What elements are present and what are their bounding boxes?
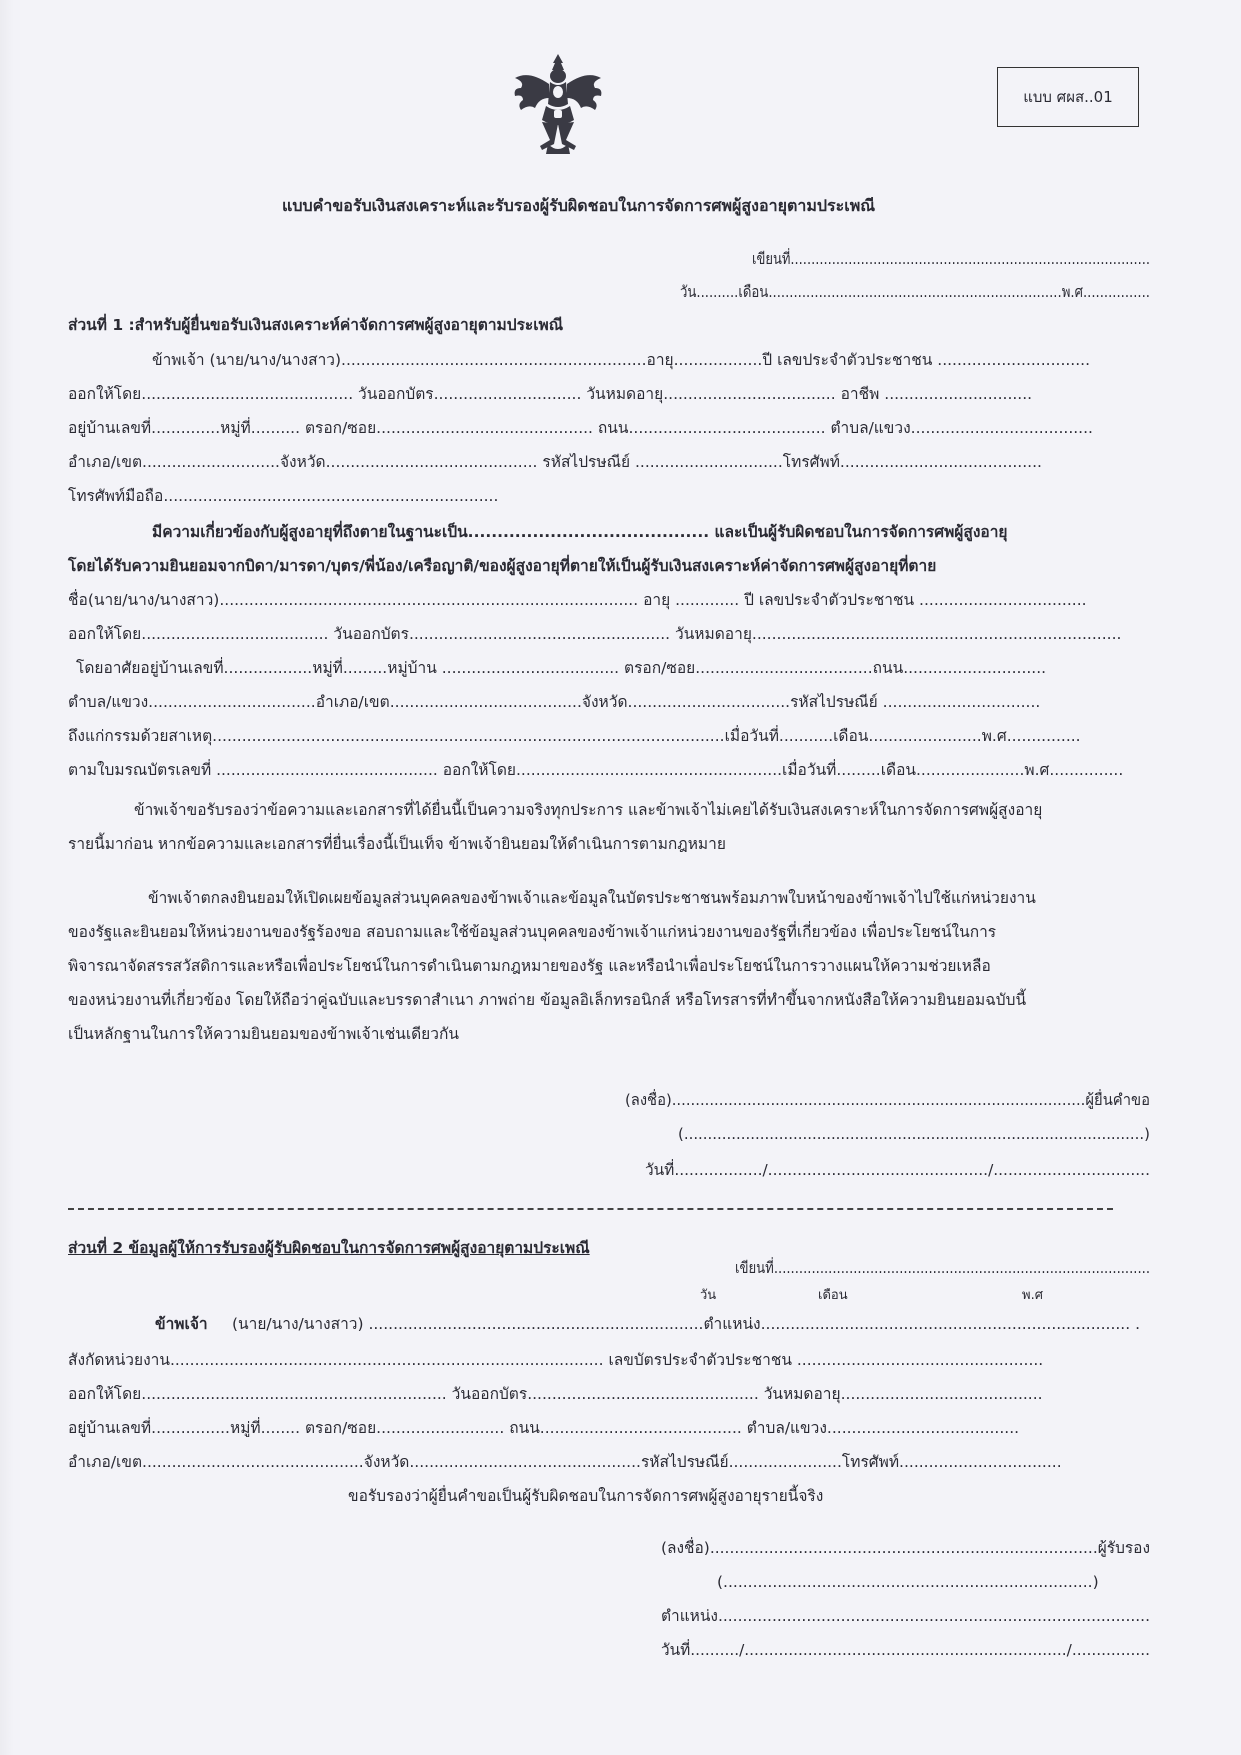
applicant-id-issue-field[interactable]: ออกให้โดย........................................... วันออกบัตร.............................. วันหมดอายุ................................... อาชีพ .............................. — [68, 385, 1033, 403]
applicant-mobile-field[interactable]: โทรศัพท์มือถือ.................................................................... — [68, 487, 499, 505]
certifier-agency-field[interactable]: สังกัดหน่วยงาน........................................................................................ เลขบัตรประจำตัวประชาชน .................................................. — [68, 1351, 1044, 1369]
part2-date-label-month: เดือน — [818, 1288, 848, 1303]
cause-of-death-field[interactable]: ถึงแก่กรรมด้วยสาเหตุ........................................................................................................เมื่อวันที่...........เดือน.......................พ.ศ............... — [68, 727, 1081, 745]
relation-line-1[interactable]: มีความเกี่ยวข้องกับผู้สูงอายุที่ถึงตายในฐานะเป็น......................................... และเป็นผู้รับผิดชอบในการจัดการศพผู้สูงอายุ — [152, 523, 1008, 541]
applicant-name-field[interactable]: ข้าพเจ้า (นาย/นาง/นางสาว)..............................................................อายุ..................ปี เลขประจำตัวประชาชน ............................... — [152, 351, 1090, 369]
certifier-position-field[interactable]: ตำแหน่ง........................................................................................ — [661, 1607, 1151, 1625]
form-code-box — [997, 67, 1139, 127]
section-divider — [68, 1208, 1113, 1210]
consent-line-4: ของหน่วยงานที่เกี่ยวข้อง โดยให้ถือว่าคู่ฉบับและบรรดาสำเนา ภาพถ่าย ข้อมูลอิเล็กทรอนิกส์ หรือโทรสารที่ทำขึ้นจากหนังสือให้ความยินยอมฉบับนี้ — [68, 991, 1027, 1009]
applicant-address-field[interactable]: อยู่บ้านเลขที่..............หมู่ที่.......... ตรอก/ซอย............................................ ถนน........................................ ตำบล/แขวง..................................... — [68, 419, 1093, 437]
form-code: แบบ ศผส..01 — [1023, 88, 1113, 106]
part2-date-label-day: วัน — [700, 1288, 717, 1303]
certifier-printed-name-field[interactable]: (...........................................................................) — [717, 1573, 1099, 1591]
deceased-district-field[interactable]: ตำบล/แขวง..................................อำเภอ/เขต.......................................จังหวัด.................................รหัสไปรษณีย์ ................................ — [68, 693, 1041, 711]
part2-self-label: ข้าพเจ้า — [155, 1315, 208, 1333]
written-at-field[interactable]: เขียนที่....................................................................................... — [752, 250, 1151, 268]
applicant-sign-date-field[interactable]: วันที่................../............................................./................................ — [645, 1161, 1150, 1179]
applicant-district-field[interactable]: อำเภอ/เขต............................จังหวัด........................................... รหัสไปรษณีย์ ..............................โทรศัพท์......................................... — [68, 453, 1042, 471]
applicant-signature-field[interactable]: (ลงชื่อ)........................................................................................ผู้ยื่นคำขอ — [625, 1091, 1150, 1109]
certifier-name-field[interactable]: (นาย/นาง/นางสาว) ....................................................................ตำแหน่ง........................................................................... . — [232, 1315, 1141, 1333]
consent-line-2: ของรัฐและยินยอมให้หน่วยงานของรัฐร้องขอ สอบถามและใช้ข้อมูลส่วนบุคคลของข้าพเจ้าแก่หน่วยงานของรัฐที่เกี่ยวข้อง เพื่อประโยชน์ในการ — [68, 923, 997, 941]
death-certificate-field[interactable]: ตามใบมรณบัตรเลขที่ ............................................. ออกให้โดย......................................................เมื่อวันที่.........เดือน......................พ.ศ............... — [68, 761, 1124, 779]
certifier-district-field[interactable]: อำเภอ/เขต.............................................จังหวัด...............................................รหัสไปรษณีย์.......................โทรศัพท์................................. — [68, 1453, 1062, 1471]
deceased-id-issue-field[interactable]: ออกให้โดย...................................... วันออกบัตร..................................................... วันหมดอายุ........................................................................... — [68, 625, 1122, 643]
deceased-address-field[interactable]: โดยอาศัยอยู่บ้านเลขที่..................หมู่ที่.........หมู่บ้าน .................................... ตรอก/ซอย....................................ถนน............................. — [76, 659, 1047, 677]
deceased-name-field[interactable]: ชื่อ(นาย/นาง/นางสาว)..................................................................................... อายุ ............. ปี เลขประจำตัวประชาชน .................................. — [68, 591, 1087, 609]
consent-line-5: เป็นหลักฐานในการให้ความยินยอมของข้าพเจ้าเช่นเดียวกัน — [68, 1025, 459, 1043]
relation-line-2: โดยได้รับความยินยอมจากบิดา/มารดา/บุตร/พี่น้อง/เครือญาติ/ของผู้สูงอายุที่ตายให้เป็นผู้รับเงินสงเคราะห์ค่าจัดการศพผู้สูงอายุที่ตาย — [68, 557, 937, 575]
part2-date-label-year: พ.ศ — [1022, 1288, 1043, 1303]
part1-heading: ส่วนที่ 1 :สำหรับผู้ยื่นขอรับเงินสงเคราะห์ค่าจัดการศพผู้สูงอายุตามประเพณี — [68, 316, 564, 334]
certification-line-1: ข้าพเจ้าขอรับรองว่าข้อความและเอกสารที่ได้ยื่นนี้เป็นความจริงทุกประการ และข้าพเจ้าไม่เคยได้รับเงินสงเคราะห์ในการจัดการศพผู้สูงอายุ — [134, 801, 1043, 819]
certifier-address-field[interactable]: อยู่บ้านเลขที่................หมู่ที่........ ตรอก/ซอย.......................... ถนน......................................... ตำบล/แขวง....................................... — [68, 1419, 1020, 1437]
applicant-printed-name-field[interactable]: (.................................................................................................) — [678, 1125, 1150, 1143]
certification-line-2: รายนี้มาก่อน หากข้อความและเอกสารที่ยื่นเรื่องนี้เป็นเท็จ ข้าพเจ้ายินยอมให้ดำเนินการตามกฎหมาย — [68, 835, 726, 853]
part2-written-at-field[interactable]: เขียนที่.......................................................................................... — [735, 1259, 1151, 1277]
certifier-sign-date-field[interactable]: วันที่........../................................................................../................ — [661, 1641, 1151, 1659]
certifier-signature-field[interactable]: (ลงชื่อ)...............................................................................ผู้รับรอง — [661, 1539, 1151, 1557]
consent-line-3: พิจารณาจัดสรรสวัสดิการและหรือเพื่อประโยชน์ในการดำเนินตามกฎหมายของรัฐ และหรือนำเพื่อประโยชน์ในการวางแผนให้ความช่วยเหลือ — [68, 957, 991, 975]
certifier-id-issue-field[interactable]: ออกให้โดย.............................................................. วันออกบัตร............................................... วันหมดอายุ......................................... — [68, 1385, 1043, 1403]
certifier-statement: ขอรับรองว่าผู้ยื่นคำขอเป็นผู้รับผิดชอบในการจัดการศพผู้สูงอายุรายนี้จริง — [348, 1487, 824, 1505]
consent-line-1: ข้าพเจ้าตกลงยินยอมให้เปิดเผยข้อมูลส่วนบุคคลของข้าพเจ้าและข้อมูลในบัตรประชาชนพร้อมภาพใบหน้าของข้าพเจ้าไปใช้แก่หน่วยงาน — [148, 889, 1036, 907]
date-field[interactable]: วัน..........เดือน......................................................................พ.ศ................ — [680, 283, 1150, 301]
garuda-emblem-icon — [512, 52, 604, 157]
page-title: แบบคำขอรับเงินสงเคราะห์และรับรองผู้รับผิดชอบในการจัดการศพผู้สูงอายุตามประเพณี — [282, 196, 876, 215]
scan-edge — [0, 0, 14, 1755]
part2-heading: ส่วนที่ 2 ข้อมูลผู้ให้การรับรองผู้รับผิดชอบในการจัดการศพผู้สูงอายุตามประเพณี — [68, 1239, 590, 1257]
